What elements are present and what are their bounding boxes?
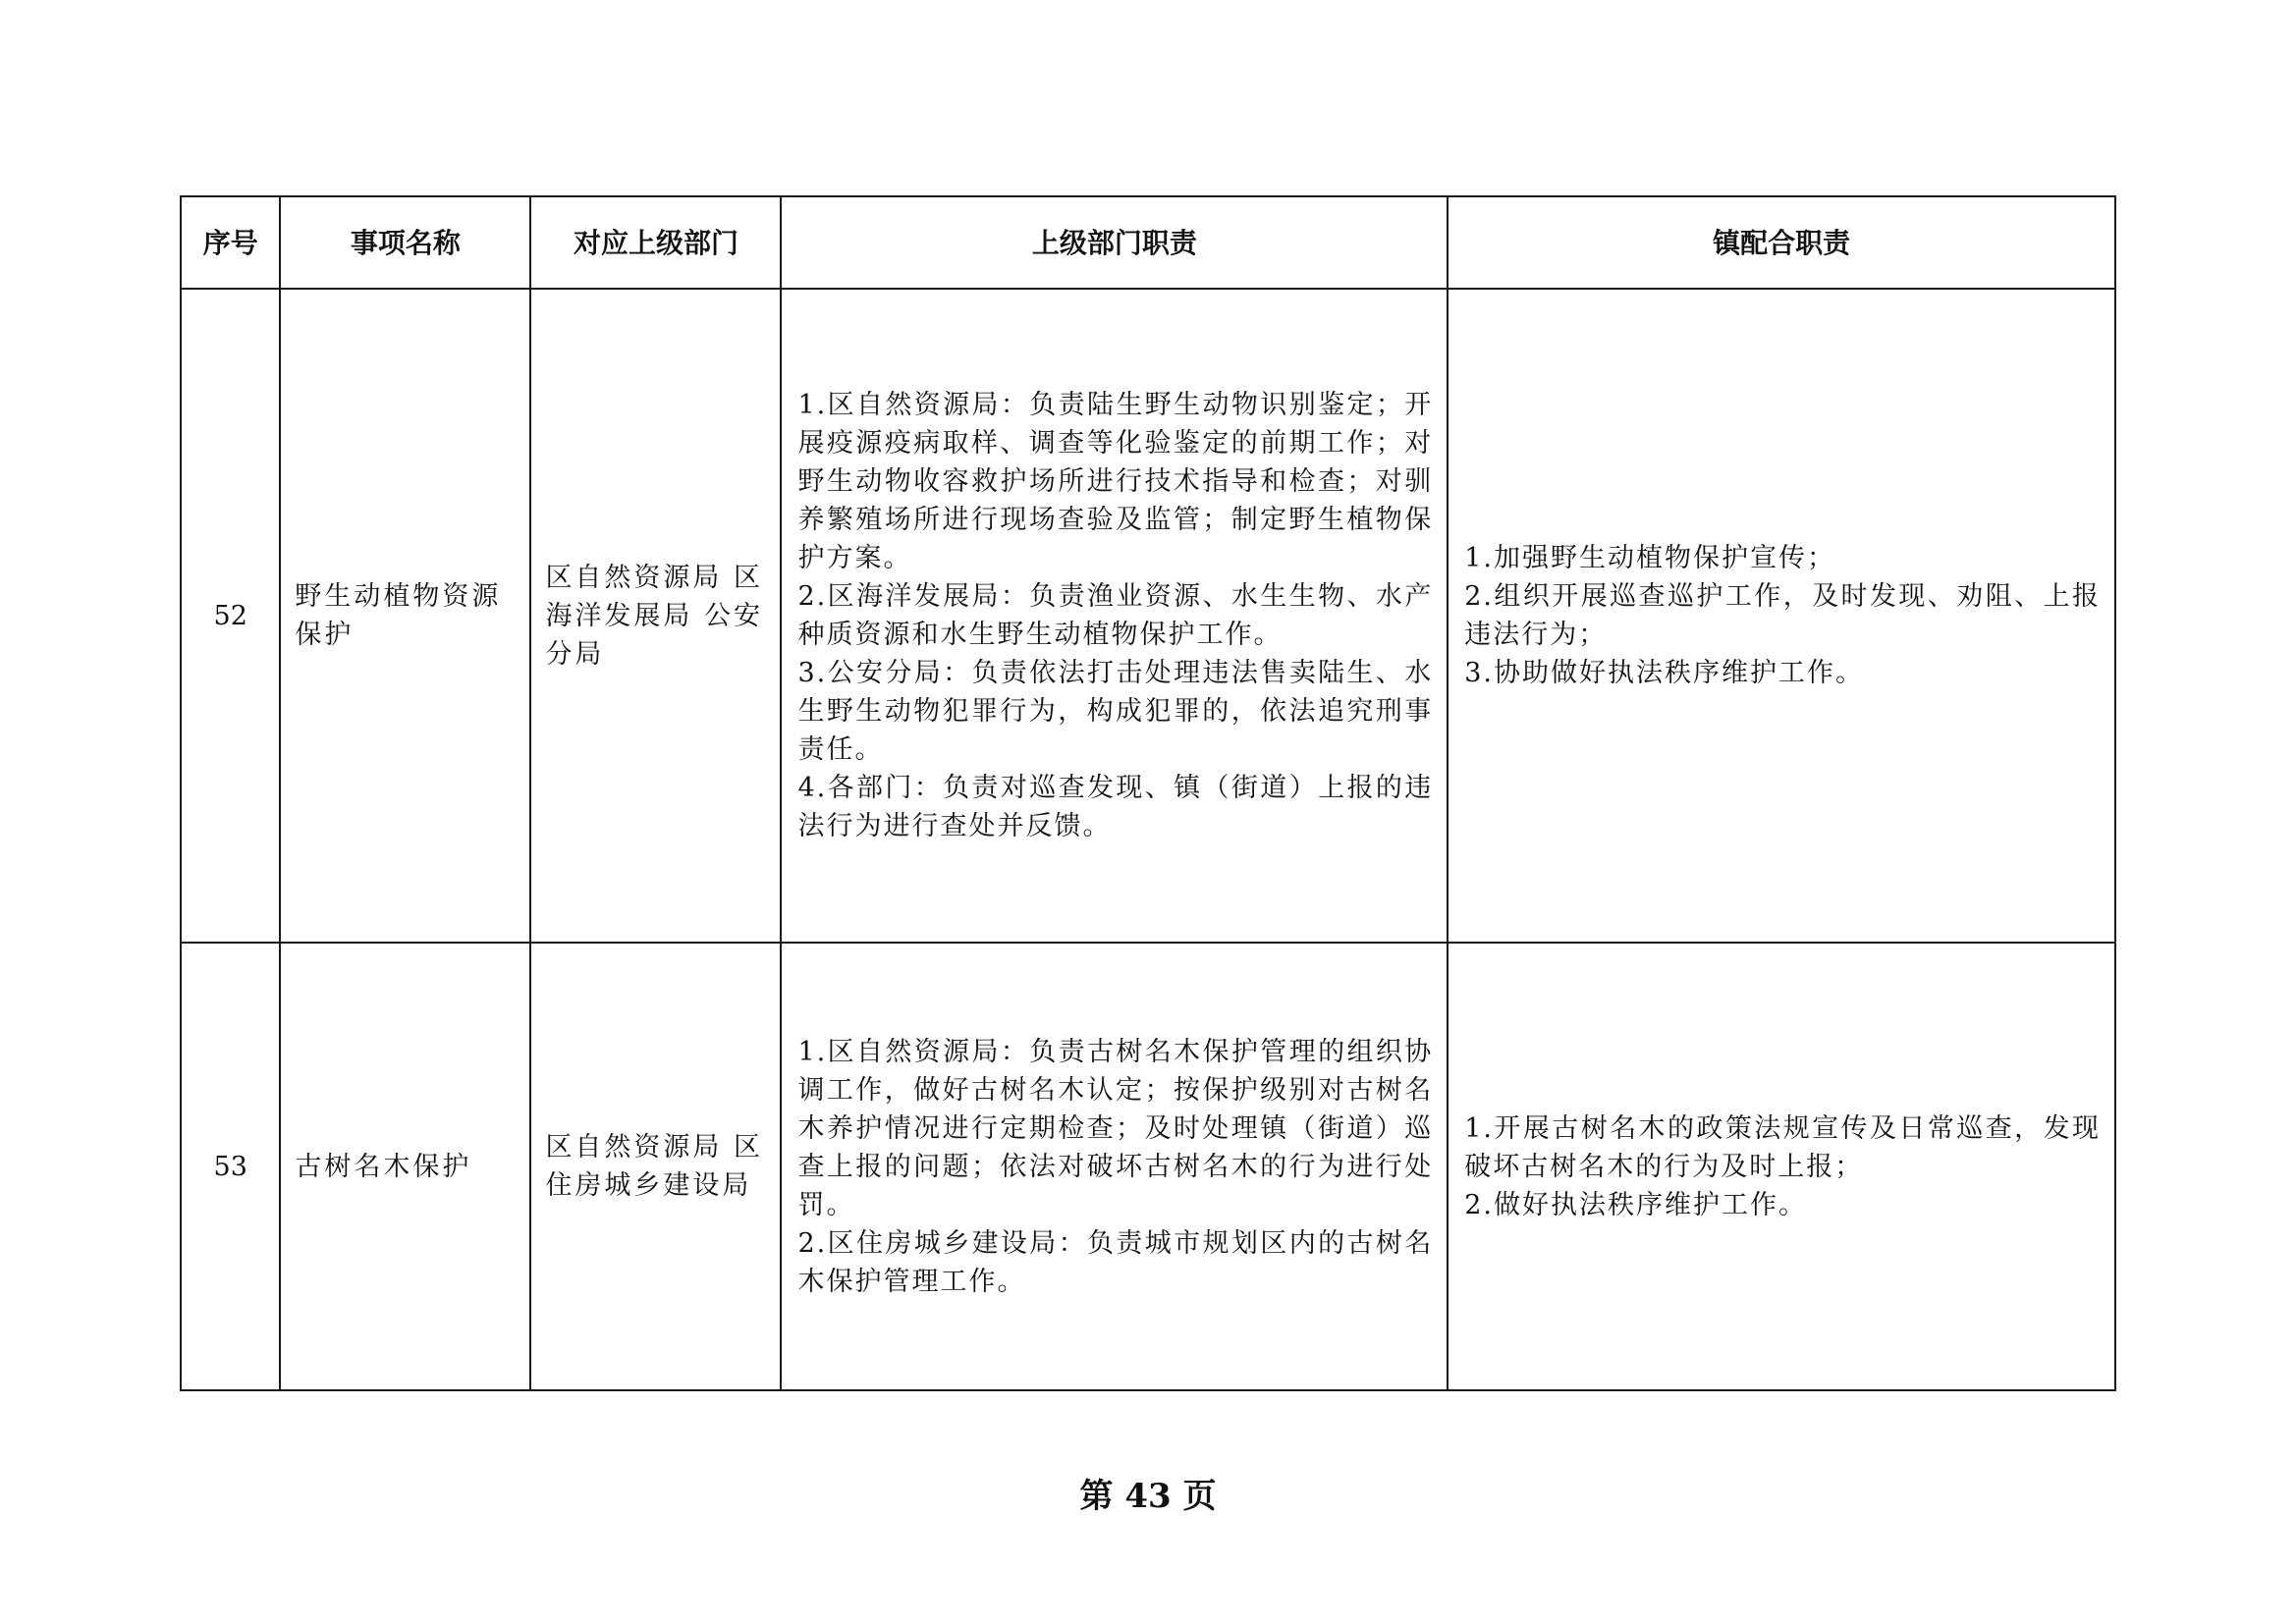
row-item-name: 野生动植物资源保护 — [280, 289, 530, 943]
coop-item: 3.协助做好执法秩序维护工作。 — [1464, 658, 1864, 688]
coop-item: 1.开展古树名木的政策法规宣传及日常巡查，发现破坏古树名木的行为及时上报； — [1464, 1112, 2101, 1182]
duty-item: 1.区自然资源局：负责陆生野生动物识别鉴定；开展疫源疫病取样、调查等化验鉴定的前期工作；对野生动物收容救护场所进行技术指导和检查；对驯养繁殖场所进行现场查验及监管；制定野生植物保护方案。 — [797, 390, 1434, 573]
duty-item: 4.各部门：负责对巡查发现、镇（街道）上报的违法行为进行查处并反馈。 — [797, 773, 1434, 841]
row-cooperation-duties — [1448, 289, 2115, 943]
row-serial-number: 53 — [181, 943, 280, 1390]
table-row — [181, 289, 2115, 943]
header-serial-number: 序号 — [181, 196, 280, 289]
table-row — [181, 943, 2115, 1390]
duty-item: 2.区住房城乡建设局：负责城市规划区内的古树名木保护管理工作。 — [797, 1227, 1434, 1297]
row-superior-duties — [781, 289, 1448, 943]
page-number: 第 43 页 — [1079, 1477, 1217, 1516]
row-serial-number: 52 — [181, 289, 280, 943]
row-item-name: 古树名木保护 — [280, 943, 530, 1390]
row-department: 区自然资源局 区海洋发展局 公安分局 — [530, 289, 781, 943]
duty-item: 3.公安分局：负责依法打击处理违法售卖陆生、水生野生动物犯罪行为，构成犯罪的，依法追究刑事责任。 — [797, 658, 1434, 765]
row-department: 区自然资源局 区住房城乡建设局 — [530, 943, 781, 1390]
coop-item: 1.加强野生动植物保护宣传； — [1464, 543, 1835, 573]
coop-item: 2.做好执法秩序维护工作。 — [1464, 1189, 1807, 1220]
table-header-row — [181, 196, 2115, 289]
duty-table — [180, 195, 2116, 1391]
header-item-name: 事项名称 — [280, 196, 530, 289]
row-superior-duties — [781, 943, 1448, 1390]
duty-item: 1.区自然资源局：负责古树名木保护管理的组织协调工作，做好古树名木认定；按保护级别对古树名木养护情况进行定期检查；及时处理镇（街道）巡查上报的问题；依法对破坏古树名木的行为进行处罚。 — [797, 1036, 1434, 1220]
duty-item: 2.区海洋发展局：负责渔业资源、水生生物、水产种质资源和水生野生动植物保护工作。 — [797, 581, 1434, 650]
row-cooperation-duties — [1448, 943, 2115, 1390]
header-town-cooperation-duties: 镇配合职责 — [1448, 196, 2115, 289]
coop-item: 2.组织开展巡查巡护工作，及时发现、劝阻、上报违法行为； — [1464, 581, 2101, 650]
header-superior-department: 对应上级部门 — [530, 196, 781, 289]
header-superior-duties: 上级部门职责 — [781, 196, 1448, 289]
